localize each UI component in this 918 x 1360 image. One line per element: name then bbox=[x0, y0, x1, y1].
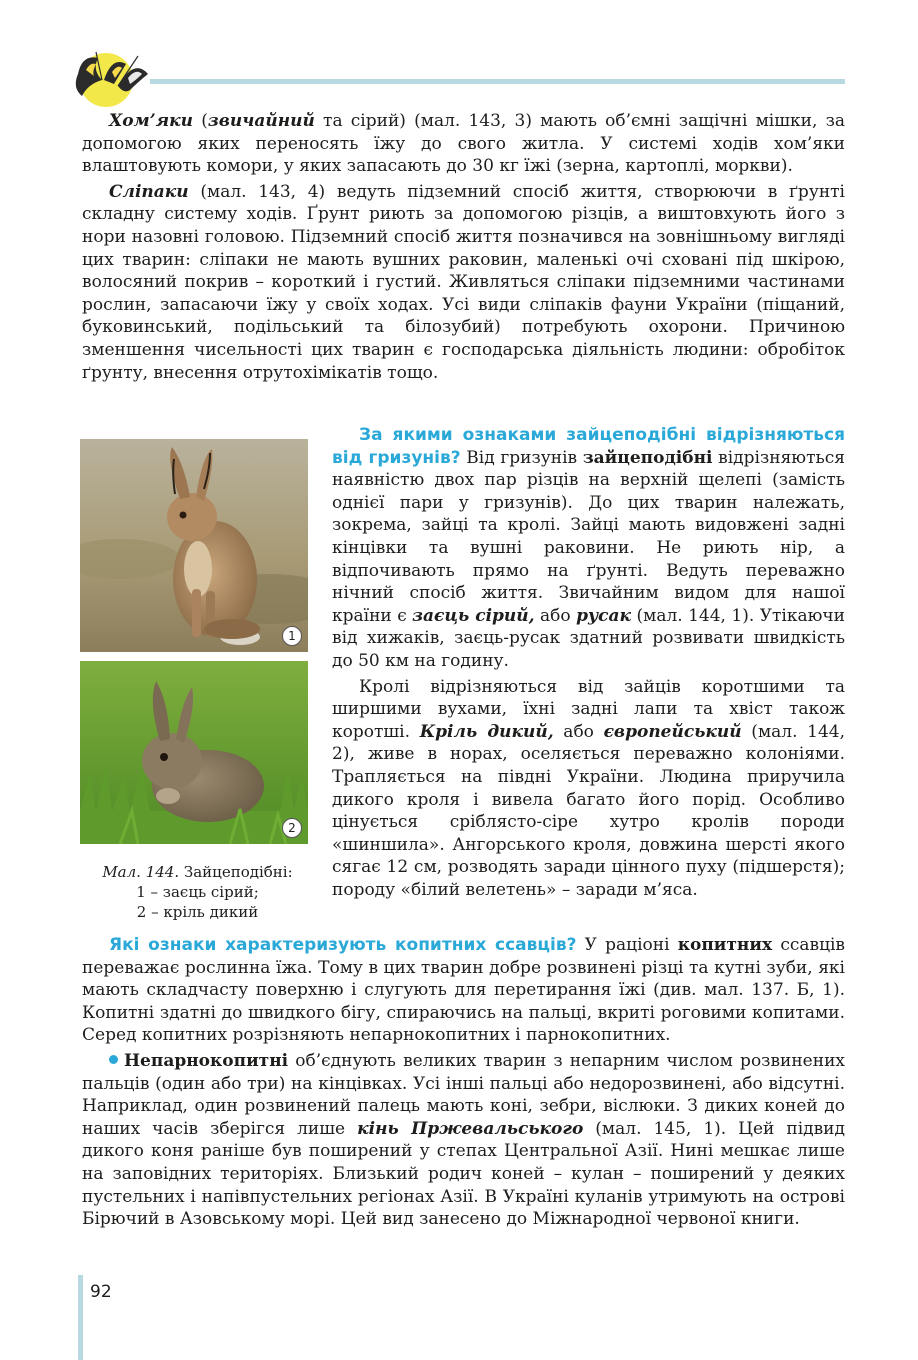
question-ungulates: Які ознаки характеризують копитних ссавців? bbox=[109, 935, 577, 955]
right-column-text bbox=[332, 424, 845, 901]
page-number: 92 bbox=[90, 1282, 112, 1302]
caption-title: Зайцеподібні: bbox=[179, 863, 293, 881]
paragraph-hamsters: Хом’яки (звичайний та сірий) (мал. 143, 3) мають об’ємні защічні мішки, за допомогою яких переносять їжу до свого житла. У системі ходів хом’яки влаштовують комори, у яких запасають до 30 кг їжі (зерна, картоплі, моркви). bbox=[82, 111, 845, 177]
caption-line-2: 2 – кріль дикий bbox=[136, 903, 259, 921]
caption-label: Мал. 144. bbox=[102, 863, 180, 881]
paragraph-rabbits: Кролі відрізняються від зайців коротшими та ширшими вухами, їхні задні лапи та хвіст також коротші. Кріль дикий, або європейський (мал. 144, 2), живе в норах, оселяється переважно колоніями. Трапляється на півдні України. Людина приручила дикого кроля і вивела багато його порід. Особливо цінується сріблясто-сіре хутро кролів породи «шиншила». Ангорського кроля, довжина шерсті якого сягає 12 см, розводять заради цінного пуху (підшерстя); породу «білий велетень» – заради м’яса. bbox=[332, 676, 846, 900]
photo-rabbit bbox=[80, 661, 308, 844]
bullet-icon bbox=[109, 1055, 118, 1064]
paragraph-ungulates: Які ознаки характеризують копитних ссавців? У раціоні копитних ссавців переважає рослинна їжа. Тому в цих тварин добре розвинені різці та кутні зуби, які мають складчасту поверхню і слугують для перетирання їжі (див. мал. 137. Б, 1). Копитні здатні до швидкого бігу, спираючись на пальці, вкриті роговими копитами. Серед копитних розрізняють непарнокопитних і парнокопитних. bbox=[82, 935, 846, 1046]
caption-line-1: 1 – заєць сірий; bbox=[136, 883, 259, 901]
header-rule bbox=[150, 79, 845, 84]
paragraph-lagomorphs: За якими ознаками зайцеподібні відрізняються від гризунів? Від гризунів зайцеподібні відрізняються наявністю двох пар різців на верхній щелепі (замість однієї пари у гризунів). До цих тварин належать, зокрема, зайці та кролі. Зайці мають видовжені задні кінцівки та вушні раковини. Не риють нір, а відпочивають прямо на ґрунті. Ведуть переважно нічний спосіб життя. Звичайним видом для нашої країни є заєць сірий, або русак (мал. 144, 1). Утікаючи від хижаків, заєць-русак здатний розвивати швидкість до 50 км на годину. bbox=[332, 425, 845, 671]
paragraph-mole-rats: Сліпаки (мал. 143, 4) ведуть підземний спосіб життя, створюючи в ґрунті складну систему ходів. Ґрунт риють за допомогою різців, а виштовхують його з нори назовні головою. Підземний спосіб життя позначився на зовнішньому вигляді цих тварин: сліпаки не мають вушних раковин, маленькі очі сховані під шкірою, волосяний покрив – короткий і густий. Живляться сліпаки підземними частинами рослин, запасаючи їжу у своїх ходах. Усі види сліпаків фауни України (піщаний, буковинський, подільський та білозубий) потребують охорони. Причиною зменшення чисельності цих тварин є господарська діяльність людини: обробіток ґрунту, внесення отрутохімікатів тощо. bbox=[82, 181, 845, 383]
footer-rule bbox=[78, 1275, 83, 1360]
top-text bbox=[82, 110, 845, 384]
figure-caption bbox=[80, 862, 315, 922]
butterflies-logo-icon bbox=[68, 44, 154, 110]
paragraph-odd-toed: Непарнокопитні об’єднують великих тварин з непарним числом розвинених пальців (один або три) на кінцівках. Усі інші пальці або недорозвинені, або відсутні. Наприклад, один розвинений палець мають коні, зебри, віслюки. З диких коней до наших часів зберігся лише кінь Пржевальського (мал. 145, 1). Цей підвид дикого коня раніше був поширений у степах Центральної Азії. Нині мешкає лише на заповідних територіях. Близький родич коней – кулан – поширений у деяких пустельних і напівпустельних регіонах Азії. В Україні куланів утримують на острові Бірючий в Азовському морі. Цей вид занесено до Міжнародної червоної книги. bbox=[82, 1050, 845, 1230]
photo-number-1: 1 bbox=[282, 626, 302, 646]
photo-number-2: 2 bbox=[282, 818, 302, 838]
bottom-text bbox=[82, 934, 845, 1231]
question-lagomorphs: За якими ознаками зайцеподібні відрізняються від гризунів? bbox=[332, 425, 845, 468]
photo-hare bbox=[80, 439, 308, 652]
